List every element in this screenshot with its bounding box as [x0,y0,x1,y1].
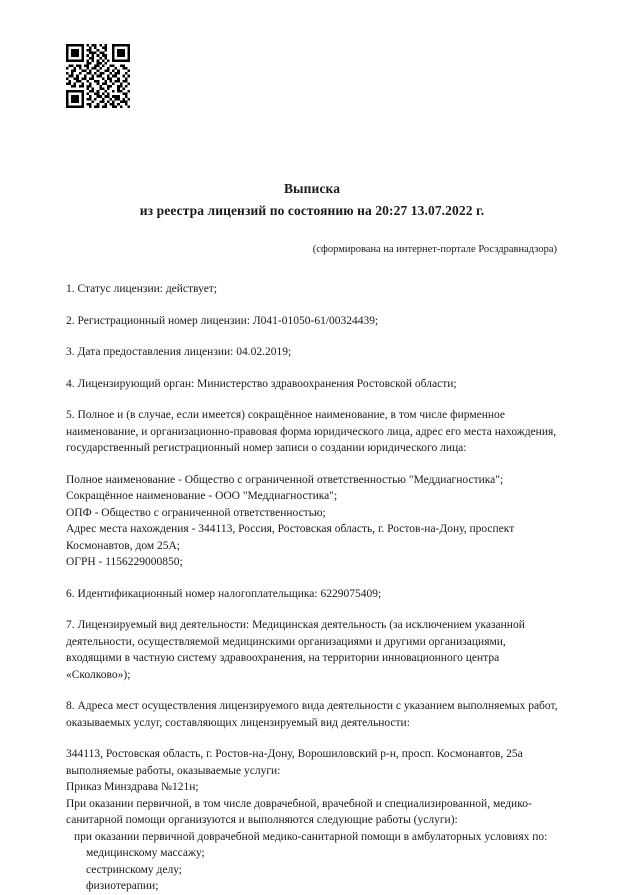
clause-entity-name-intro: 5. Полное и (в случае, если имеется) сокращённое наименование, в том числе фирменное наименование, и организационно-правовая форма юридического лица, адрес его места нахождения, государственный регистрационный номер записи о создании юридического лица: [66,409,557,454]
entity-ogrn: ОГРН - 1156229000850; [66,556,183,568]
clause-date-granted: 3. Дата предоставления лицензии: 04.02.2019; [66,346,292,358]
activity-address: 344113, Ростовская область, г. Ростов-на-Дону, Ворошиловский р-н, просп. Космонавтов, 25а [66,748,523,760]
entity-legal-form: ОПФ - Общество с ограниченной ответственностью; [66,506,326,519]
clause-addresses-intro: 8. Адреса мест осуществления лицензируемого вида деятельности с указанием выполняемых работ, оказываемых услуг, составляющих лицензируемый вид деятельности: [66,700,558,729]
primary-care-intro: При оказании первичной, в том числе доврачебной, врачебной и специализированной, медико-санитарной помощи организуются и выполняются следующие работы (услуги): [66,797,532,826]
outpatient-care-intro: при оказании первичной доврачебной медико-санитарной помощи в амбулаторных условиях по: [74,830,548,843]
order-reference: Приказ Минздрава №121н; [66,781,199,793]
clause-licensing-authority: 4. Лицензирующий орган: Министерство здравоохранения Ростовской области; [66,377,457,390]
document-subtitle: (сформирована на интернет-портале Росздравнадзора) [312,244,557,255]
entity-address: Адрес места нахождения - 344113, Россия, Ростовская область, г. Ростов-на-Дону, проспект Космонавтов, дом 25А; [66,523,515,552]
document-body [66,281,558,895]
title-line-1: Выписка [283,181,341,196]
title-line-2: из реестра лицензий по состоянию на 20:27 13.07.2022 г. [139,203,485,218]
qr-code-container [66,0,558,116]
qr-code-icon [66,44,130,108]
document-title [66,178,558,222]
entity-full-name: Полное наименование - Общество с ограниченной ответственностью "Меддиагностика"; [66,473,504,486]
clause-inn: 6. Идентификационный номер налогоплательщика: 6229075409; [66,587,382,600]
clause-activity-type: 7. Лицензируемый вид деятельности: Медицинская деятельность (за исключением указанной деятельности, осуществляемой медицинскими организациями и другими организациями, входящими в частную систему здравоохранения, на территории инновационного центра «Сколково»); [66,619,525,681]
service-item: медицинскому массажу; [86,847,205,859]
address-details-block [66,746,558,895]
clause-registration-number: 2. Регистрационный номер лицензии: Л041-01050-61/00324439; [66,314,379,327]
clause-status: 1. Статус лицензии: действует; [66,283,218,295]
service-item: физиотерапии; [86,880,159,892]
works-services-label: выполняемые работы, оказываемые услуги: [66,764,281,777]
service-item: сестринскому делу; [86,863,182,876]
entity-details-block [66,472,558,571]
entity-short-name: Сокращённое наименование - ООО "Меддиагностика"; [66,490,338,502]
